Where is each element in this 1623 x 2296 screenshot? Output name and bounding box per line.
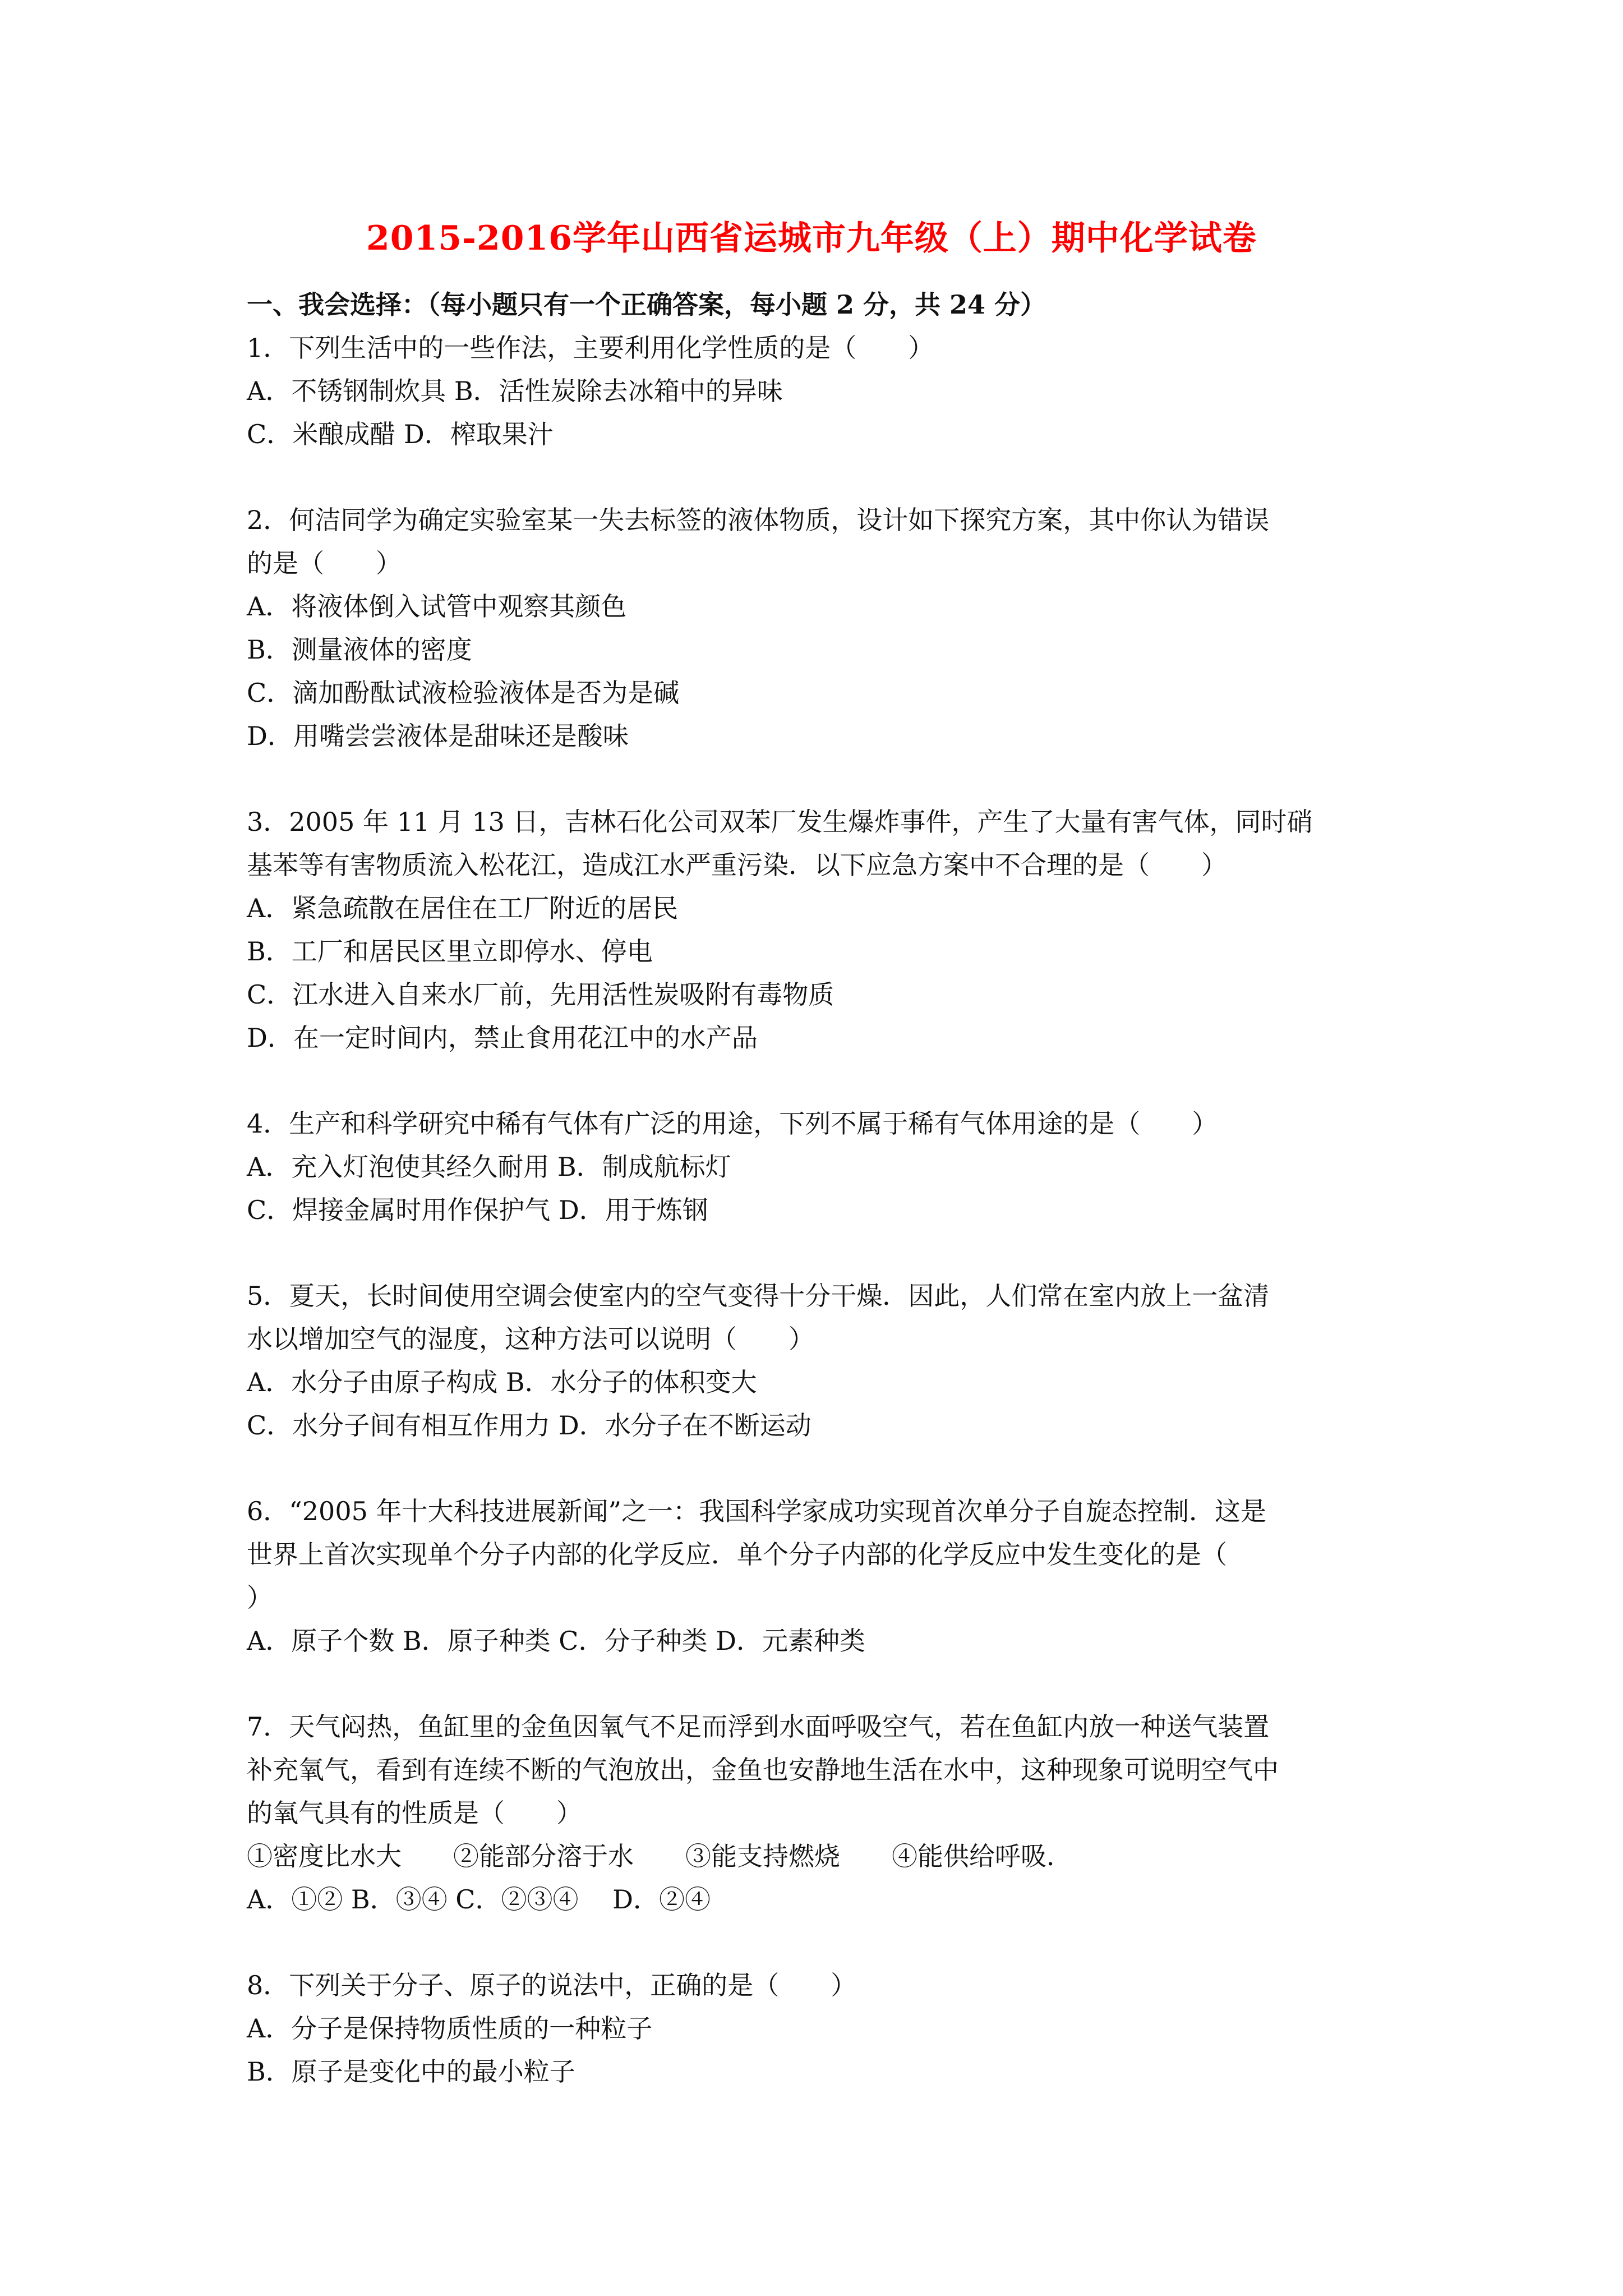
question-stem-line: 的是（ ） xyxy=(247,548,402,578)
option-line: A．充入灯泡使其经久耐用 B．制成航标灯 xyxy=(247,1152,731,1182)
question-stem-line: 3．2005 年 11 月 13 日，吉林石化公司双苯厂发生爆炸事件，产生了大量有害气体，同时硝 xyxy=(247,807,1313,837)
question-stem-line: 基苯等有害物质流入松花江，造成江水严重污染．以下应急方案中不合理的是（ ） xyxy=(247,850,1227,880)
option-line: A．水分子由原子构成 B．水分子的体积变大 xyxy=(247,1367,757,1397)
question-stem-line: 7．天气闷热，鱼缸里的金鱼因氧气不足而浮到水面呼吸空气，若在鱼缸内放一种送气装置 xyxy=(247,1711,1270,1742)
question-stem-line: ） xyxy=(247,1582,273,1613)
spacer xyxy=(247,1921,1391,1964)
question-stem-line: 补充氧气，看到有连续不断的气泡放出，金鱼也安静地生活在水中，这种现象可说明空气中 xyxy=(247,1755,1279,1785)
question-stem-line: ①密度比水大 ②能部分溶于水 ③能支持燃烧 ④能供给呼吸． xyxy=(247,1841,1072,1871)
section-heading: 一、我会选择：（每小题只有一个正确答案，每小题 2 分，共 24 分） xyxy=(247,289,1046,320)
spacer xyxy=(247,456,1391,499)
option-line: A．分子是保持物质性质的一种粒子 xyxy=(247,2013,653,2044)
option-line: C．滴加酚酞试液检验液体是否为是碱 xyxy=(247,678,680,708)
exam-title: 2015-2016学年山西省运城市九年级（上）期中化学试卷 xyxy=(366,219,1257,258)
option-line: C．焊接金属时用作保护气 D．用于炼钢 xyxy=(247,1195,708,1225)
option-line: A．不锈钢制炊具 B．活性炭除去冰箱中的异味 xyxy=(247,376,783,406)
question-5 xyxy=(247,1274,1391,1447)
spacer xyxy=(247,1232,1391,1274)
question-8 xyxy=(247,1964,1391,2093)
question-stem-line: 8．下列关于分子、原子的说法中，正确的是（ ） xyxy=(247,1970,857,2000)
spacer xyxy=(247,758,1391,800)
option-line: A．原子个数 B．原子种类 C．分子种类 D．元素种类 xyxy=(247,1626,865,1656)
option-line: B．原子是变化中的最小粒子 xyxy=(247,2056,575,2087)
option-line: A．将液体倒入试管中观察其颜色 xyxy=(247,591,627,622)
question-stem-line: 1．下列生活中的一些作法，主要利用化学性质的是（ ） xyxy=(247,333,934,363)
question-7 xyxy=(247,1705,1391,1921)
option-line: B．工厂和居民区里立即停水、停电 xyxy=(247,936,653,967)
option-line: B．测量液体的密度 xyxy=(247,634,472,665)
question-4 xyxy=(247,1102,1391,1232)
question-2 xyxy=(247,499,1391,758)
spacer xyxy=(247,1447,1391,1490)
question-3 xyxy=(247,800,1391,1060)
question-stem-line: 的氧气具有的性质是（ ） xyxy=(247,1798,582,1828)
question-stem-line: 4．生产和科学研究中稀有气体有广泛的用途，下列不属于稀有气体用途的是（ ） xyxy=(247,1108,1218,1139)
question-stem-line: 水以增加空气的湿度，这种方法可以说明（ ） xyxy=(247,1324,814,1354)
question-stem-line: 6．“2005 年十大科技进展新闻”之一：我国科学家成功实现首次单分子自旋态控制．这是 xyxy=(247,1496,1266,1526)
exam-content xyxy=(247,283,1391,2093)
option-line: A．紧急疏散在居住在工厂附近的居民 xyxy=(247,893,679,923)
option-line: A．①② B．③④ C．②③④ D．②④ xyxy=(247,1884,711,1915)
question-6 xyxy=(247,1490,1391,1663)
option-line: D．在一定时间内，禁止食用花江中的水产品 xyxy=(247,1023,758,1053)
question-1 xyxy=(247,326,1391,456)
option-line: C．水分子间有相互作用力 D．水分子在不断运动 xyxy=(247,1410,811,1441)
spacer xyxy=(247,1663,1391,1705)
option-line: C．江水进入自来水厂前，先用活性炭吸附有毒物质 xyxy=(247,979,834,1010)
question-stem-line: 世界上首次实现单个分子内部的化学反应．单个分子内部的化学反应中发生变化的是（ xyxy=(247,1539,1227,1570)
option-line: D．用嘴尝尝液体是甜味还是酸味 xyxy=(247,721,629,751)
question-stem-line: 5．夏天，长时间使用空调会使室内的空气变得十分干燥．因此，人们常在室内放上一盆清 xyxy=(247,1281,1270,1311)
spacer xyxy=(247,1060,1391,1102)
question-stem-line: 2．何洁同学为确定实验室某一失去标签的液体物质，设计如下探究方案，其中你认为错误 xyxy=(247,505,1270,535)
option-line: C．米酿成醋 D．榨取果汁 xyxy=(247,419,554,449)
